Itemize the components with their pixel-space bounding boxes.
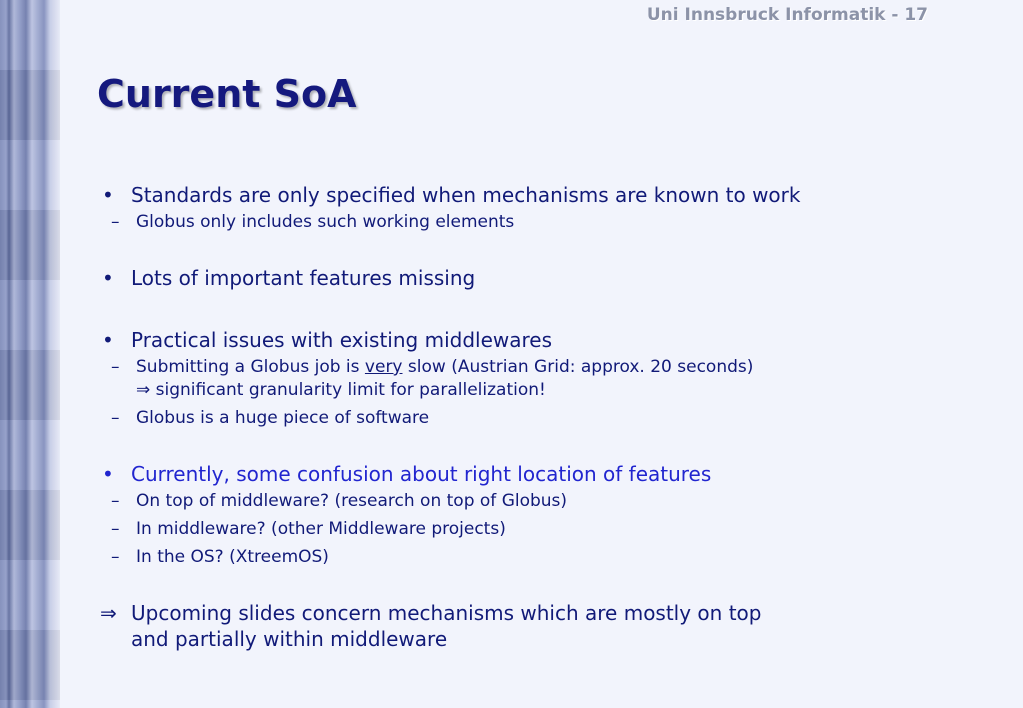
bullet-marker: • xyxy=(102,183,114,207)
conclusion-line-2: and partially within middleware xyxy=(131,627,448,651)
bullet-item-confusion xyxy=(100,461,980,487)
sub-item-text: In the OS? (XtreemOS) xyxy=(136,547,329,567)
sub-item-text: Globus is a huge piece of software xyxy=(136,408,430,428)
sub-item-on-top-of-middleware xyxy=(69,490,980,513)
bullet-text: Practical issues with existing middlewares xyxy=(131,328,552,352)
sub-item-text: On top of middleware? (research on top of Globus) xyxy=(136,491,568,511)
dash-marker: – xyxy=(111,547,120,567)
sub-item-in-the-os xyxy=(69,546,980,569)
bullet-marker: • xyxy=(102,266,114,290)
bullet-marker: • xyxy=(102,462,114,486)
dash-marker: – xyxy=(111,408,120,428)
dash-marker: – xyxy=(111,212,120,232)
slide-header-label: Uni Innsbruck Informatik - 17 xyxy=(646,5,928,25)
underlined-emphasis: very xyxy=(364,357,403,377)
conclusion-item xyxy=(100,600,980,652)
sub-item-text: In middleware? (other Middleware projects) xyxy=(136,519,506,539)
bullet-item-features-missing xyxy=(100,265,980,291)
sub-item-in-middleware xyxy=(69,518,980,541)
slide-content xyxy=(100,182,980,652)
bullet-item-standards xyxy=(100,182,980,208)
bullet-text: Currently, some confusion about right location of features xyxy=(131,462,712,486)
arrow-marker: ⇒ xyxy=(100,601,117,625)
slide-title: Current SoA xyxy=(97,72,357,116)
sub-item-text-part: slow (Austrian Grid: approx. 20 seconds) xyxy=(402,357,754,377)
bullet-marker: • xyxy=(102,328,114,352)
dash-marker: – xyxy=(111,357,120,377)
bullet-text: Lots of important features missing xyxy=(131,266,476,290)
dash-marker: – xyxy=(111,519,120,539)
sub-item-implication: ⇒ significant granularity limit for parallelization! xyxy=(136,380,546,400)
sub-item-text-part: Submitting a Globus job is xyxy=(136,357,365,377)
conclusion-line-1: Upcoming slides concern mechanisms which are mostly on top xyxy=(131,601,762,625)
dash-marker: – xyxy=(111,491,120,511)
bullet-text: Standards are only specified when mechanisms are known to work xyxy=(131,183,801,207)
sub-item-text: Globus only includes such working elements xyxy=(136,212,515,232)
sub-item-globus-huge xyxy=(69,407,980,430)
sub-item-globus-elements xyxy=(69,211,980,234)
sub-item-globus-job-slow xyxy=(69,356,980,402)
bullet-item-practical-issues xyxy=(100,327,980,353)
decorative-side-band xyxy=(0,0,60,708)
